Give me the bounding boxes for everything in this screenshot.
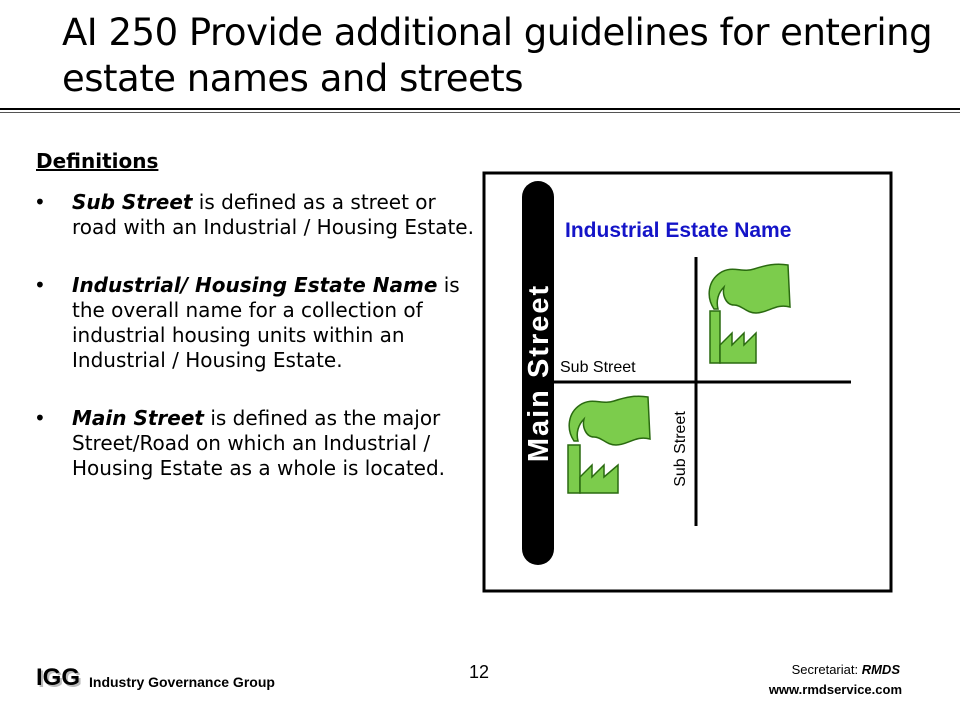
secretariat-label: Secretariat: <box>791 662 862 677</box>
slide-title: AI 250 Provide additional guidelines for entering estate names and streets <box>62 11 933 100</box>
definition-text: is defined as a street or road with an Industrial / Housing Estate. <box>72 190 474 239</box>
definition-term: Industrial/ Housing Estate Name <box>72 273 438 297</box>
main-street-label: Main Street <box>523 283 555 463</box>
title-divider <box>0 108 960 110</box>
secretariat-credit <box>792 662 900 677</box>
bullet-icon: • <box>34 406 46 430</box>
page-number: 12 <box>469 662 490 682</box>
definition-item <box>34 190 474 240</box>
definitions-heading: Definitions <box>36 149 159 173</box>
definition-term: Sub Street <box>72 190 193 214</box>
bullet-icon: • <box>34 273 46 297</box>
estate-name-label: Industrial Estate Name <box>565 219 792 242</box>
website-link[interactable]: www.rmdservice.com <box>768 682 902 697</box>
definition-term: Main Street <box>72 406 204 430</box>
sub-street-label-horizontal: Sub Street <box>560 359 636 376</box>
definition-text: is defined as the major Street/Road on which an Industrial / Housing Estate as a whole is located. <box>72 406 446 480</box>
definitions-list <box>34 190 474 514</box>
org-name: Industry Governance Group <box>89 674 275 690</box>
definition-text: is the overall name for a collection of industrial housing units within an Industrial / Housing Estate. <box>72 273 460 372</box>
bullet-icon: • <box>34 190 46 214</box>
estate-diagram <box>482 171 893 593</box>
definition-item <box>34 273 474 373</box>
definition-item <box>34 406 474 481</box>
sub-street-label-vertical: Sub Street <box>672 411 689 487</box>
title-divider-shadow <box>0 112 960 113</box>
secretariat-name: RMDS <box>861 662 900 677</box>
igg-logo: IGG <box>36 664 81 691</box>
